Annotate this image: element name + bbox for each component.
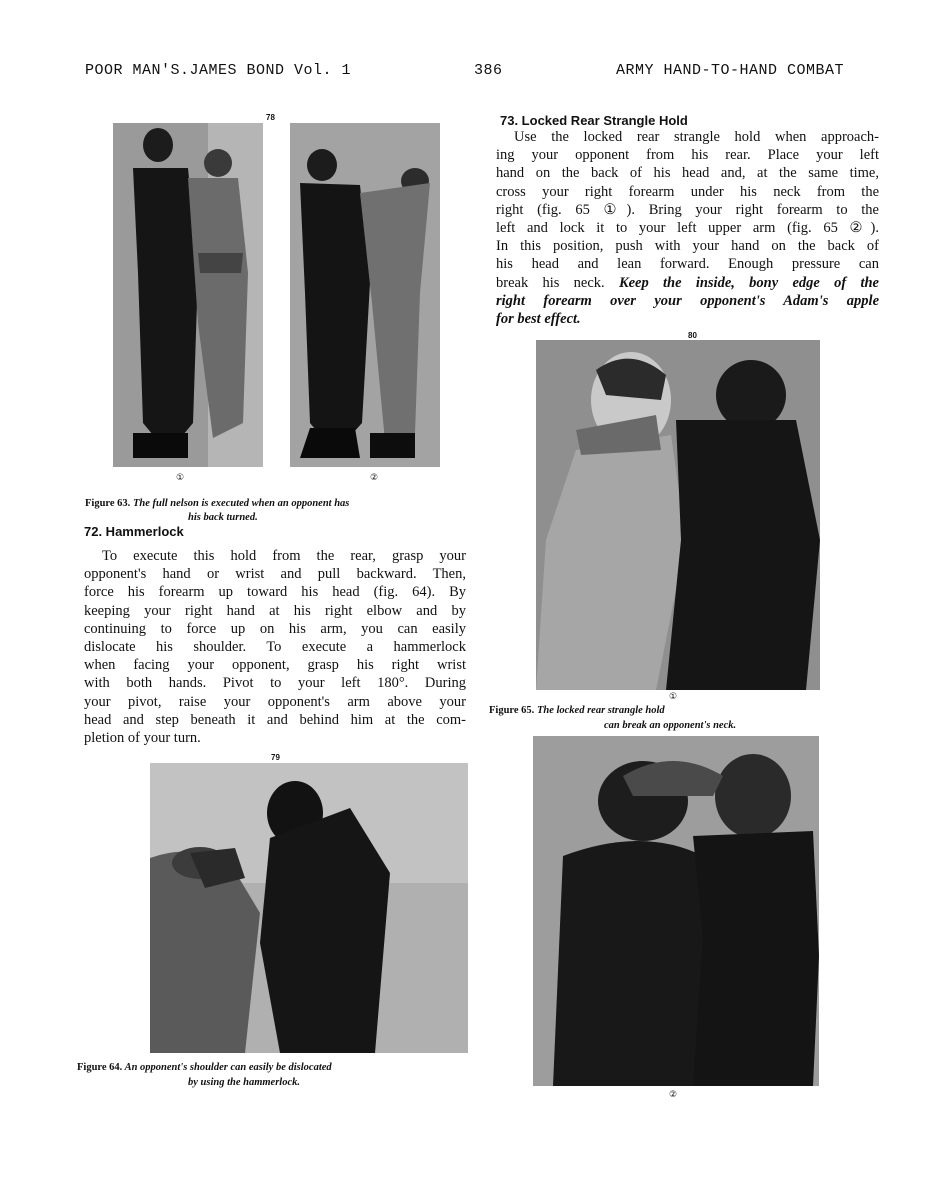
- section-73-line: hand on the back of his head and, at the same time,: [496, 165, 879, 182]
- section-73-line: [496, 274, 879, 292]
- section-72-line: with both hands. Pivot to your left 180°. During: [84, 675, 466, 692]
- figure-64-caption-line-1: An opponent's shoulder can easily be dislocated: [124, 1062, 332, 1073]
- section-72-line: head and step beneath it and behind him at the com-: [84, 711, 466, 728]
- figure-63-caption: [85, 497, 475, 511]
- section-72-line: opponent's hand or wrist and pull backward. Then,: [84, 566, 466, 583]
- figure-number-78: 78: [266, 113, 275, 122]
- figure-64-caption-line-2: by using the hammerlock.: [188, 1077, 301, 1088]
- figure-65-caption-line-2: can break an opponent's neck.: [604, 720, 737, 731]
- figure-number-80: 80: [688, 331, 697, 340]
- step-marker-2: ②: [370, 473, 379, 483]
- section-72-line: continuing to force up on his arm, you can easily: [84, 620, 466, 637]
- figure-63-caption-line-2: his back turned.: [188, 512, 258, 523]
- figure-number-79: 79: [271, 753, 280, 762]
- section-73-line: In this position, push with your hand on the back of: [496, 238, 879, 255]
- photo-full-nelson-step-1: [113, 123, 263, 467]
- section-72-line: when facing your opponent, grasp his right wrist: [84, 657, 466, 674]
- figure-63-label: Figure 63.: [85, 498, 131, 509]
- section-73-line: cross your right forearm under his neck from the: [496, 183, 879, 200]
- step-marker-1: ①: [176, 473, 185, 483]
- page-number: 386: [474, 62, 503, 79]
- section-73-body: [496, 128, 879, 328]
- step-marker-2: ②: [669, 1090, 678, 1100]
- section-73-line: right (fig. 65 ①). Bring your right forearm to the: [496, 201, 879, 218]
- section-72-line: keeping your right hand at his right elbow and by: [84, 602, 466, 619]
- section-72-line: To execute this hold from the rear, grasp your: [102, 548, 466, 564]
- section-73-line-start: break his neck.: [496, 274, 605, 291]
- section-73-emphasis-line: for best effect.: [496, 311, 581, 328]
- figure-65-caption-line-1: The locked rear strangle hold: [536, 705, 665, 716]
- section-72-line: force his forearm up toward his head (fig. 64). By: [84, 584, 466, 601]
- photo-hammerlock: [150, 763, 468, 1053]
- section-73-line: ing your opponent from his rear. Place your left: [496, 147, 879, 164]
- step-marker-1: ①: [669, 692, 678, 702]
- photo-full-nelson-step-2: [290, 123, 440, 467]
- section-73-emphasis-line: right forearm over your opponent's Adam's apple: [496, 292, 879, 309]
- section-72-line: dislocate his shoulder. To execute a hammerlock: [84, 639, 466, 656]
- section-72-line: your pivot, raise your opponent's arm above your: [84, 693, 466, 710]
- running-header-right: ARMY HAND-TO-HAND COMBAT: [616, 62, 845, 79]
- section-73-emphasis-start: Keep the inside, bony edge of the: [618, 274, 879, 291]
- photo-rear-strangle-step-2: [533, 736, 819, 1086]
- figure-63-caption-line-1: The full nelson is executed when an opponent has: [132, 498, 350, 509]
- section-72-heading: 72. Hammerlock: [84, 524, 184, 539]
- figure-64-caption: [77, 1061, 477, 1075]
- section-72-line: pletion of your turn.: [84, 730, 201, 747]
- photo-rear-strangle-step-1: [536, 340, 820, 690]
- figure-64-label: Figure 64.: [77, 1062, 123, 1073]
- section-72-body: [84, 547, 466, 747]
- figure-65-caption: [489, 704, 789, 718]
- section-73-line: his head and lean forward. Enough pressure can: [496, 256, 879, 273]
- section-73-line: Use the locked rear strangle hold when approach-: [514, 129, 879, 145]
- running-header-left: POOR MAN'S.JAMES BOND Vol. 1: [85, 62, 352, 79]
- figure-65-label: Figure 65.: [489, 705, 535, 716]
- section-73-heading: 73. Locked Rear Strangle Hold: [500, 113, 688, 128]
- section-73-line: left and lock it to your left upper arm (fig. 65 ②).: [496, 220, 879, 237]
